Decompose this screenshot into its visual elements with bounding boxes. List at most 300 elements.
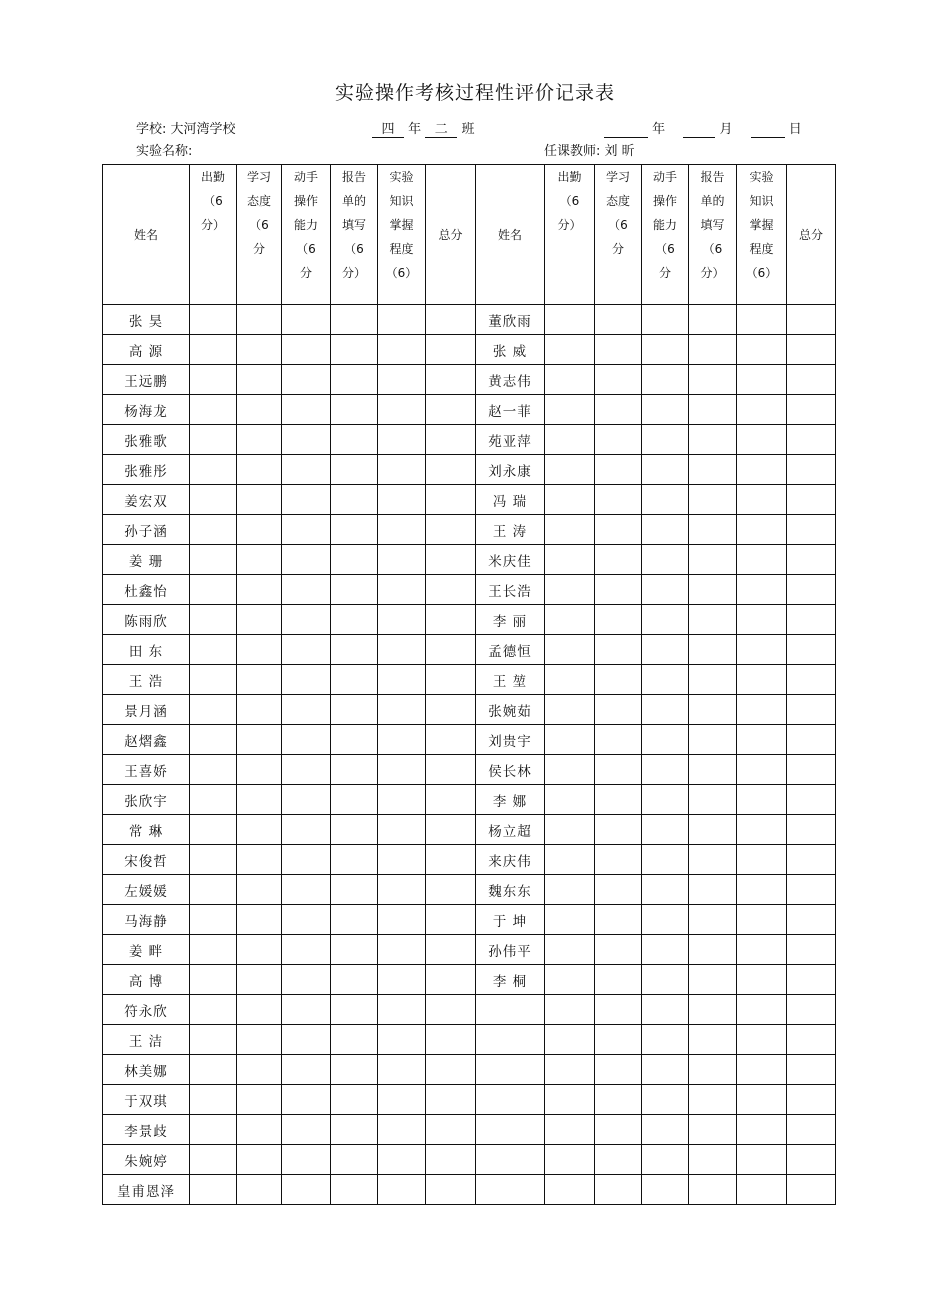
score-cell-right[interactable] bbox=[737, 815, 787, 845]
score-cell-left[interactable] bbox=[237, 905, 282, 935]
score-cell-right[interactable] bbox=[787, 305, 836, 335]
score-cell-left[interactable] bbox=[237, 365, 282, 395]
score-cell-right[interactable] bbox=[545, 815, 595, 845]
score-cell-left[interactable] bbox=[190, 395, 237, 425]
score-cell-left[interactable] bbox=[282, 905, 331, 935]
score-cell-left[interactable] bbox=[237, 635, 282, 665]
score-cell-left[interactable] bbox=[190, 605, 237, 635]
score-cell-left[interactable] bbox=[426, 635, 476, 665]
score-cell-left[interactable] bbox=[378, 815, 426, 845]
score-cell-right[interactable] bbox=[545, 485, 595, 515]
score-cell-right[interactable] bbox=[689, 1115, 737, 1145]
score-cell-left[interactable] bbox=[378, 1055, 426, 1085]
score-cell-left[interactable] bbox=[282, 1145, 331, 1175]
score-cell-right[interactable] bbox=[595, 995, 642, 1025]
score-cell-left[interactable] bbox=[237, 545, 282, 575]
score-cell-right[interactable] bbox=[595, 515, 642, 545]
score-cell-left[interactable] bbox=[378, 485, 426, 515]
score-cell-left[interactable] bbox=[190, 515, 237, 545]
score-cell-left[interactable] bbox=[378, 545, 426, 575]
score-cell-right[interactable] bbox=[737, 1115, 787, 1145]
score-cell-left[interactable] bbox=[426, 875, 476, 905]
score-cell-right[interactable] bbox=[689, 935, 737, 965]
score-cell-right[interactable] bbox=[787, 1145, 836, 1175]
score-cell-right[interactable] bbox=[787, 665, 836, 695]
score-cell-right[interactable] bbox=[595, 575, 642, 605]
score-cell-right[interactable] bbox=[545, 1055, 595, 1085]
score-cell-right[interactable] bbox=[545, 665, 595, 695]
score-cell-right[interactable] bbox=[689, 635, 737, 665]
score-cell-left[interactable] bbox=[237, 1145, 282, 1175]
score-cell-left[interactable] bbox=[237, 725, 282, 755]
score-cell-right[interactable] bbox=[737, 1145, 787, 1175]
score-cell-right[interactable] bbox=[545, 785, 595, 815]
score-cell-right[interactable] bbox=[689, 845, 737, 875]
score-cell-left[interactable] bbox=[190, 1175, 237, 1205]
score-cell-left[interactable] bbox=[190, 575, 237, 605]
score-cell-left[interactable] bbox=[190, 635, 237, 665]
score-cell-right[interactable] bbox=[595, 665, 642, 695]
score-cell-right[interactable] bbox=[642, 515, 689, 545]
score-cell-left[interactable] bbox=[378, 425, 426, 455]
score-cell-left[interactable] bbox=[190, 365, 237, 395]
score-cell-right[interactable] bbox=[787, 995, 836, 1025]
score-cell-left[interactable] bbox=[426, 365, 476, 395]
score-cell-left[interactable] bbox=[331, 665, 378, 695]
score-cell-left[interactable] bbox=[190, 875, 237, 905]
score-cell-left[interactable] bbox=[237, 785, 282, 815]
score-cell-left[interactable] bbox=[378, 695, 426, 725]
score-cell-right[interactable] bbox=[595, 365, 642, 395]
score-cell-right[interactable] bbox=[787, 815, 836, 845]
score-cell-left[interactable] bbox=[426, 1115, 476, 1145]
score-cell-right[interactable] bbox=[642, 1175, 689, 1205]
score-cell-right[interactable] bbox=[595, 725, 642, 755]
score-cell-left[interactable] bbox=[237, 965, 282, 995]
score-cell-left[interactable] bbox=[378, 575, 426, 605]
score-cell-right[interactable] bbox=[737, 995, 787, 1025]
score-cell-right[interactable] bbox=[737, 905, 787, 935]
score-cell-right[interactable] bbox=[787, 365, 836, 395]
score-cell-right[interactable] bbox=[737, 545, 787, 575]
score-cell-left[interactable] bbox=[282, 1175, 331, 1205]
score-cell-right[interactable] bbox=[787, 965, 836, 995]
score-cell-left[interactable] bbox=[190, 455, 237, 485]
score-cell-left[interactable] bbox=[331, 605, 378, 635]
score-cell-left[interactable] bbox=[331, 485, 378, 515]
score-cell-left[interactable] bbox=[282, 455, 331, 485]
score-cell-left[interactable] bbox=[237, 605, 282, 635]
score-cell-left[interactable] bbox=[237, 695, 282, 725]
score-cell-left[interactable] bbox=[331, 1145, 378, 1175]
score-cell-left[interactable] bbox=[378, 455, 426, 485]
score-cell-left[interactable] bbox=[426, 1175, 476, 1205]
score-cell-left[interactable] bbox=[282, 845, 331, 875]
score-cell-left[interactable] bbox=[282, 875, 331, 905]
score-cell-right[interactable] bbox=[595, 605, 642, 635]
score-cell-right[interactable] bbox=[689, 995, 737, 1025]
score-cell-right[interactable] bbox=[737, 575, 787, 605]
score-cell-left[interactable] bbox=[331, 755, 378, 785]
score-cell-right[interactable] bbox=[545, 1175, 595, 1205]
score-cell-left[interactable] bbox=[190, 545, 237, 575]
score-cell-left[interactable] bbox=[378, 1115, 426, 1145]
score-cell-left[interactable] bbox=[282, 515, 331, 545]
score-cell-right[interactable] bbox=[737, 965, 787, 995]
score-cell-left[interactable] bbox=[237, 1055, 282, 1085]
score-cell-right[interactable] bbox=[642, 1085, 689, 1115]
score-cell-right[interactable] bbox=[642, 335, 689, 365]
score-cell-right[interactable] bbox=[689, 815, 737, 845]
score-cell-left[interactable] bbox=[237, 995, 282, 1025]
score-cell-right[interactable] bbox=[787, 695, 836, 725]
score-cell-left[interactable] bbox=[378, 305, 426, 335]
score-cell-left[interactable] bbox=[282, 725, 331, 755]
score-cell-right[interactable] bbox=[545, 575, 595, 605]
score-cell-left[interactable] bbox=[190, 335, 237, 365]
score-cell-right[interactable] bbox=[787, 425, 836, 455]
score-cell-left[interactable] bbox=[282, 995, 331, 1025]
score-cell-right[interactable] bbox=[595, 1055, 642, 1085]
score-cell-left[interactable] bbox=[282, 965, 331, 995]
score-cell-right[interactable] bbox=[595, 965, 642, 995]
score-cell-right[interactable] bbox=[787, 1115, 836, 1145]
score-cell-right[interactable] bbox=[737, 515, 787, 545]
score-cell-left[interactable] bbox=[190, 665, 237, 695]
score-cell-right[interactable] bbox=[642, 695, 689, 725]
score-cell-left[interactable] bbox=[282, 305, 331, 335]
score-cell-left[interactable] bbox=[282, 1025, 331, 1055]
score-cell-left[interactable] bbox=[426, 665, 476, 695]
score-cell-right[interactable] bbox=[545, 515, 595, 545]
score-cell-right[interactable] bbox=[595, 905, 642, 935]
score-cell-right[interactable] bbox=[595, 395, 642, 425]
score-cell-right[interactable] bbox=[737, 845, 787, 875]
score-cell-right[interactable] bbox=[545, 1085, 595, 1115]
score-cell-left[interactable] bbox=[237, 815, 282, 845]
score-cell-left[interactable] bbox=[237, 335, 282, 365]
score-cell-right[interactable] bbox=[545, 425, 595, 455]
score-cell-right[interactable] bbox=[787, 335, 836, 365]
score-cell-right[interactable] bbox=[595, 1145, 642, 1175]
score-cell-left[interactable] bbox=[426, 1055, 476, 1085]
score-cell-left[interactable] bbox=[237, 455, 282, 485]
score-cell-right[interactable] bbox=[737, 1055, 787, 1085]
score-cell-right[interactable] bbox=[642, 995, 689, 1025]
score-cell-right[interactable] bbox=[689, 455, 737, 485]
score-cell-left[interactable] bbox=[331, 695, 378, 725]
score-cell-left[interactable] bbox=[426, 905, 476, 935]
score-cell-left[interactable] bbox=[426, 725, 476, 755]
score-cell-left[interactable] bbox=[378, 725, 426, 755]
score-cell-left[interactable] bbox=[378, 1175, 426, 1205]
score-cell-right[interactable] bbox=[689, 305, 737, 335]
score-cell-left[interactable] bbox=[426, 545, 476, 575]
score-cell-left[interactable] bbox=[237, 425, 282, 455]
score-cell-left[interactable] bbox=[331, 575, 378, 605]
score-cell-left[interactable] bbox=[378, 515, 426, 545]
score-cell-right[interactable] bbox=[545, 755, 595, 785]
score-cell-right[interactable] bbox=[787, 875, 836, 905]
score-cell-left[interactable] bbox=[426, 845, 476, 875]
score-cell-right[interactable] bbox=[642, 455, 689, 485]
score-cell-left[interactable] bbox=[190, 305, 237, 335]
score-cell-left[interactable] bbox=[426, 995, 476, 1025]
score-cell-right[interactable] bbox=[689, 1175, 737, 1205]
score-cell-left[interactable] bbox=[426, 1025, 476, 1055]
score-cell-left[interactable] bbox=[331, 1175, 378, 1205]
score-cell-left[interactable] bbox=[331, 815, 378, 845]
score-cell-left[interactable] bbox=[282, 395, 331, 425]
score-cell-right[interactable] bbox=[689, 605, 737, 635]
score-cell-right[interactable] bbox=[689, 905, 737, 935]
score-cell-right[interactable] bbox=[689, 965, 737, 995]
score-cell-right[interactable] bbox=[595, 1025, 642, 1055]
score-cell-left[interactable] bbox=[237, 1115, 282, 1145]
score-cell-left[interactable] bbox=[237, 305, 282, 335]
score-cell-right[interactable] bbox=[689, 1025, 737, 1055]
score-cell-left[interactable] bbox=[190, 965, 237, 995]
score-cell-right[interactable] bbox=[545, 965, 595, 995]
score-cell-right[interactable] bbox=[595, 815, 642, 845]
score-cell-left[interactable] bbox=[237, 665, 282, 695]
score-cell-left[interactable] bbox=[190, 995, 237, 1025]
score-cell-left[interactable] bbox=[331, 995, 378, 1025]
score-cell-left[interactable] bbox=[190, 485, 237, 515]
score-cell-left[interactable] bbox=[237, 1085, 282, 1115]
score-cell-left[interactable] bbox=[426, 1145, 476, 1175]
score-cell-right[interactable] bbox=[642, 1115, 689, 1145]
score-cell-left[interactable] bbox=[426, 515, 476, 545]
score-cell-right[interactable] bbox=[595, 455, 642, 485]
score-cell-right[interactable] bbox=[689, 875, 737, 905]
score-cell-right[interactable] bbox=[689, 755, 737, 785]
score-cell-right[interactable] bbox=[689, 335, 737, 365]
score-cell-right[interactable] bbox=[642, 635, 689, 665]
score-cell-left[interactable] bbox=[190, 1085, 237, 1115]
score-cell-right[interactable] bbox=[787, 545, 836, 575]
score-cell-left[interactable] bbox=[426, 935, 476, 965]
score-cell-right[interactable] bbox=[737, 725, 787, 755]
score-cell-left[interactable] bbox=[426, 1085, 476, 1115]
score-cell-left[interactable] bbox=[282, 365, 331, 395]
score-cell-left[interactable] bbox=[331, 1055, 378, 1085]
score-cell-right[interactable] bbox=[642, 815, 689, 845]
score-cell-right[interactable] bbox=[595, 695, 642, 725]
score-cell-right[interactable] bbox=[689, 395, 737, 425]
score-cell-left[interactable] bbox=[190, 845, 237, 875]
score-cell-left[interactable] bbox=[282, 545, 331, 575]
score-cell-left[interactable] bbox=[190, 935, 237, 965]
score-cell-left[interactable] bbox=[378, 905, 426, 935]
score-cell-left[interactable] bbox=[190, 1115, 237, 1145]
score-cell-right[interactable] bbox=[642, 785, 689, 815]
score-cell-left[interactable] bbox=[282, 485, 331, 515]
score-cell-right[interactable] bbox=[595, 1085, 642, 1115]
score-cell-right[interactable] bbox=[737, 1175, 787, 1205]
score-cell-right[interactable] bbox=[642, 425, 689, 455]
score-cell-right[interactable] bbox=[689, 725, 737, 755]
score-cell-right[interactable] bbox=[737, 695, 787, 725]
score-cell-right[interactable] bbox=[642, 845, 689, 875]
score-cell-left[interactable] bbox=[426, 755, 476, 785]
score-cell-right[interactable] bbox=[787, 485, 836, 515]
score-cell-right[interactable] bbox=[545, 1115, 595, 1145]
score-cell-left[interactable] bbox=[331, 365, 378, 395]
score-cell-right[interactable] bbox=[689, 515, 737, 545]
score-cell-right[interactable] bbox=[689, 665, 737, 695]
score-cell-left[interactable] bbox=[331, 905, 378, 935]
score-cell-left[interactable] bbox=[237, 575, 282, 605]
score-cell-right[interactable] bbox=[787, 1025, 836, 1055]
score-cell-left[interactable] bbox=[331, 515, 378, 545]
score-cell-right[interactable] bbox=[737, 635, 787, 665]
score-cell-right[interactable] bbox=[787, 1175, 836, 1205]
score-cell-left[interactable] bbox=[282, 1115, 331, 1145]
score-cell-right[interactable] bbox=[642, 485, 689, 515]
score-cell-left[interactable] bbox=[282, 935, 331, 965]
score-cell-right[interactable] bbox=[545, 905, 595, 935]
score-cell-left[interactable] bbox=[237, 1175, 282, 1205]
score-cell-right[interactable] bbox=[737, 485, 787, 515]
score-cell-right[interactable] bbox=[737, 785, 787, 815]
score-cell-left[interactable] bbox=[378, 635, 426, 665]
score-cell-left[interactable] bbox=[190, 1055, 237, 1085]
score-cell-right[interactable] bbox=[642, 665, 689, 695]
score-cell-right[interactable] bbox=[545, 725, 595, 755]
score-cell-right[interactable] bbox=[642, 305, 689, 335]
score-cell-left[interactable] bbox=[426, 575, 476, 605]
score-cell-right[interactable] bbox=[642, 725, 689, 755]
score-cell-right[interactable] bbox=[689, 575, 737, 605]
score-cell-right[interactable] bbox=[545, 335, 595, 365]
score-cell-right[interactable] bbox=[689, 785, 737, 815]
score-cell-right[interactable] bbox=[689, 365, 737, 395]
score-cell-right[interactable] bbox=[737, 605, 787, 635]
score-cell-left[interactable] bbox=[331, 875, 378, 905]
score-cell-left[interactable] bbox=[190, 905, 237, 935]
score-cell-right[interactable] bbox=[545, 995, 595, 1025]
score-cell-left[interactable] bbox=[378, 995, 426, 1025]
score-cell-right[interactable] bbox=[787, 845, 836, 875]
score-cell-right[interactable] bbox=[595, 845, 642, 875]
score-cell-left[interactable] bbox=[237, 1025, 282, 1055]
score-cell-right[interactable] bbox=[642, 365, 689, 395]
score-cell-left[interactable] bbox=[426, 305, 476, 335]
score-cell-left[interactable] bbox=[331, 335, 378, 365]
score-cell-left[interactable] bbox=[378, 365, 426, 395]
score-cell-right[interactable] bbox=[545, 845, 595, 875]
score-cell-left[interactable] bbox=[378, 965, 426, 995]
score-cell-left[interactable] bbox=[190, 815, 237, 845]
score-cell-left[interactable] bbox=[331, 455, 378, 485]
score-cell-right[interactable] bbox=[689, 545, 737, 575]
score-cell-left[interactable] bbox=[282, 425, 331, 455]
score-cell-right[interactable] bbox=[595, 335, 642, 365]
score-cell-left[interactable] bbox=[331, 1115, 378, 1145]
score-cell-left[interactable] bbox=[331, 1025, 378, 1055]
score-cell-left[interactable] bbox=[282, 335, 331, 365]
score-cell-right[interactable] bbox=[595, 305, 642, 335]
score-cell-right[interactable] bbox=[595, 1175, 642, 1205]
score-cell-left[interactable] bbox=[237, 845, 282, 875]
score-cell-right[interactable] bbox=[595, 485, 642, 515]
score-cell-right[interactable] bbox=[545, 545, 595, 575]
score-cell-left[interactable] bbox=[426, 485, 476, 515]
score-cell-right[interactable] bbox=[689, 1055, 737, 1085]
score-cell-right[interactable] bbox=[787, 905, 836, 935]
score-cell-right[interactable] bbox=[689, 1085, 737, 1115]
score-cell-right[interactable] bbox=[787, 575, 836, 605]
score-cell-right[interactable] bbox=[595, 545, 642, 575]
score-cell-right[interactable] bbox=[642, 575, 689, 605]
score-cell-left[interactable] bbox=[378, 665, 426, 695]
score-cell-right[interactable] bbox=[545, 455, 595, 485]
score-cell-left[interactable] bbox=[237, 395, 282, 425]
score-cell-right[interactable] bbox=[595, 635, 642, 665]
score-cell-right[interactable] bbox=[787, 1055, 836, 1085]
score-cell-right[interactable] bbox=[737, 395, 787, 425]
score-cell-left[interactable] bbox=[190, 785, 237, 815]
score-cell-right[interactable] bbox=[689, 1145, 737, 1175]
score-cell-left[interactable] bbox=[331, 545, 378, 575]
score-cell-left[interactable] bbox=[282, 1055, 331, 1085]
score-cell-right[interactable] bbox=[787, 635, 836, 665]
score-cell-right[interactable] bbox=[595, 425, 642, 455]
score-cell-left[interactable] bbox=[426, 695, 476, 725]
score-cell-right[interactable] bbox=[642, 965, 689, 995]
score-cell-left[interactable] bbox=[378, 1085, 426, 1115]
score-cell-right[interactable] bbox=[545, 395, 595, 425]
score-cell-left[interactable] bbox=[378, 335, 426, 365]
score-cell-right[interactable] bbox=[545, 305, 595, 335]
score-cell-right[interactable] bbox=[787, 605, 836, 635]
score-cell-right[interactable] bbox=[737, 1085, 787, 1115]
score-cell-left[interactable] bbox=[426, 785, 476, 815]
score-cell-right[interactable] bbox=[737, 665, 787, 695]
score-cell-right[interactable] bbox=[595, 935, 642, 965]
score-cell-left[interactable] bbox=[190, 425, 237, 455]
score-cell-left[interactable] bbox=[190, 1025, 237, 1055]
score-cell-right[interactable] bbox=[545, 635, 595, 665]
score-cell-left[interactable] bbox=[426, 605, 476, 635]
score-cell-right[interactable] bbox=[787, 755, 836, 785]
score-cell-right[interactable] bbox=[689, 695, 737, 725]
score-cell-right[interactable] bbox=[545, 875, 595, 905]
score-cell-left[interactable] bbox=[378, 1145, 426, 1175]
score-cell-left[interactable] bbox=[282, 605, 331, 635]
score-cell-left[interactable] bbox=[426, 455, 476, 485]
score-cell-left[interactable] bbox=[282, 665, 331, 695]
score-cell-right[interactable] bbox=[642, 605, 689, 635]
score-cell-right[interactable] bbox=[595, 785, 642, 815]
score-cell-right[interactable] bbox=[545, 695, 595, 725]
score-cell-left[interactable] bbox=[331, 425, 378, 455]
score-cell-left[interactable] bbox=[282, 575, 331, 605]
score-cell-left[interactable] bbox=[331, 935, 378, 965]
score-cell-left[interactable] bbox=[190, 1145, 237, 1175]
score-cell-right[interactable] bbox=[689, 485, 737, 515]
score-cell-right[interactable] bbox=[787, 1085, 836, 1115]
score-cell-right[interactable] bbox=[737, 425, 787, 455]
score-cell-right[interactable] bbox=[642, 905, 689, 935]
score-cell-right[interactable] bbox=[737, 1025, 787, 1055]
score-cell-left[interactable] bbox=[378, 605, 426, 635]
score-cell-left[interactable] bbox=[331, 395, 378, 425]
score-cell-right[interactable] bbox=[787, 725, 836, 755]
score-cell-left[interactable] bbox=[378, 875, 426, 905]
score-cell-right[interactable] bbox=[642, 935, 689, 965]
